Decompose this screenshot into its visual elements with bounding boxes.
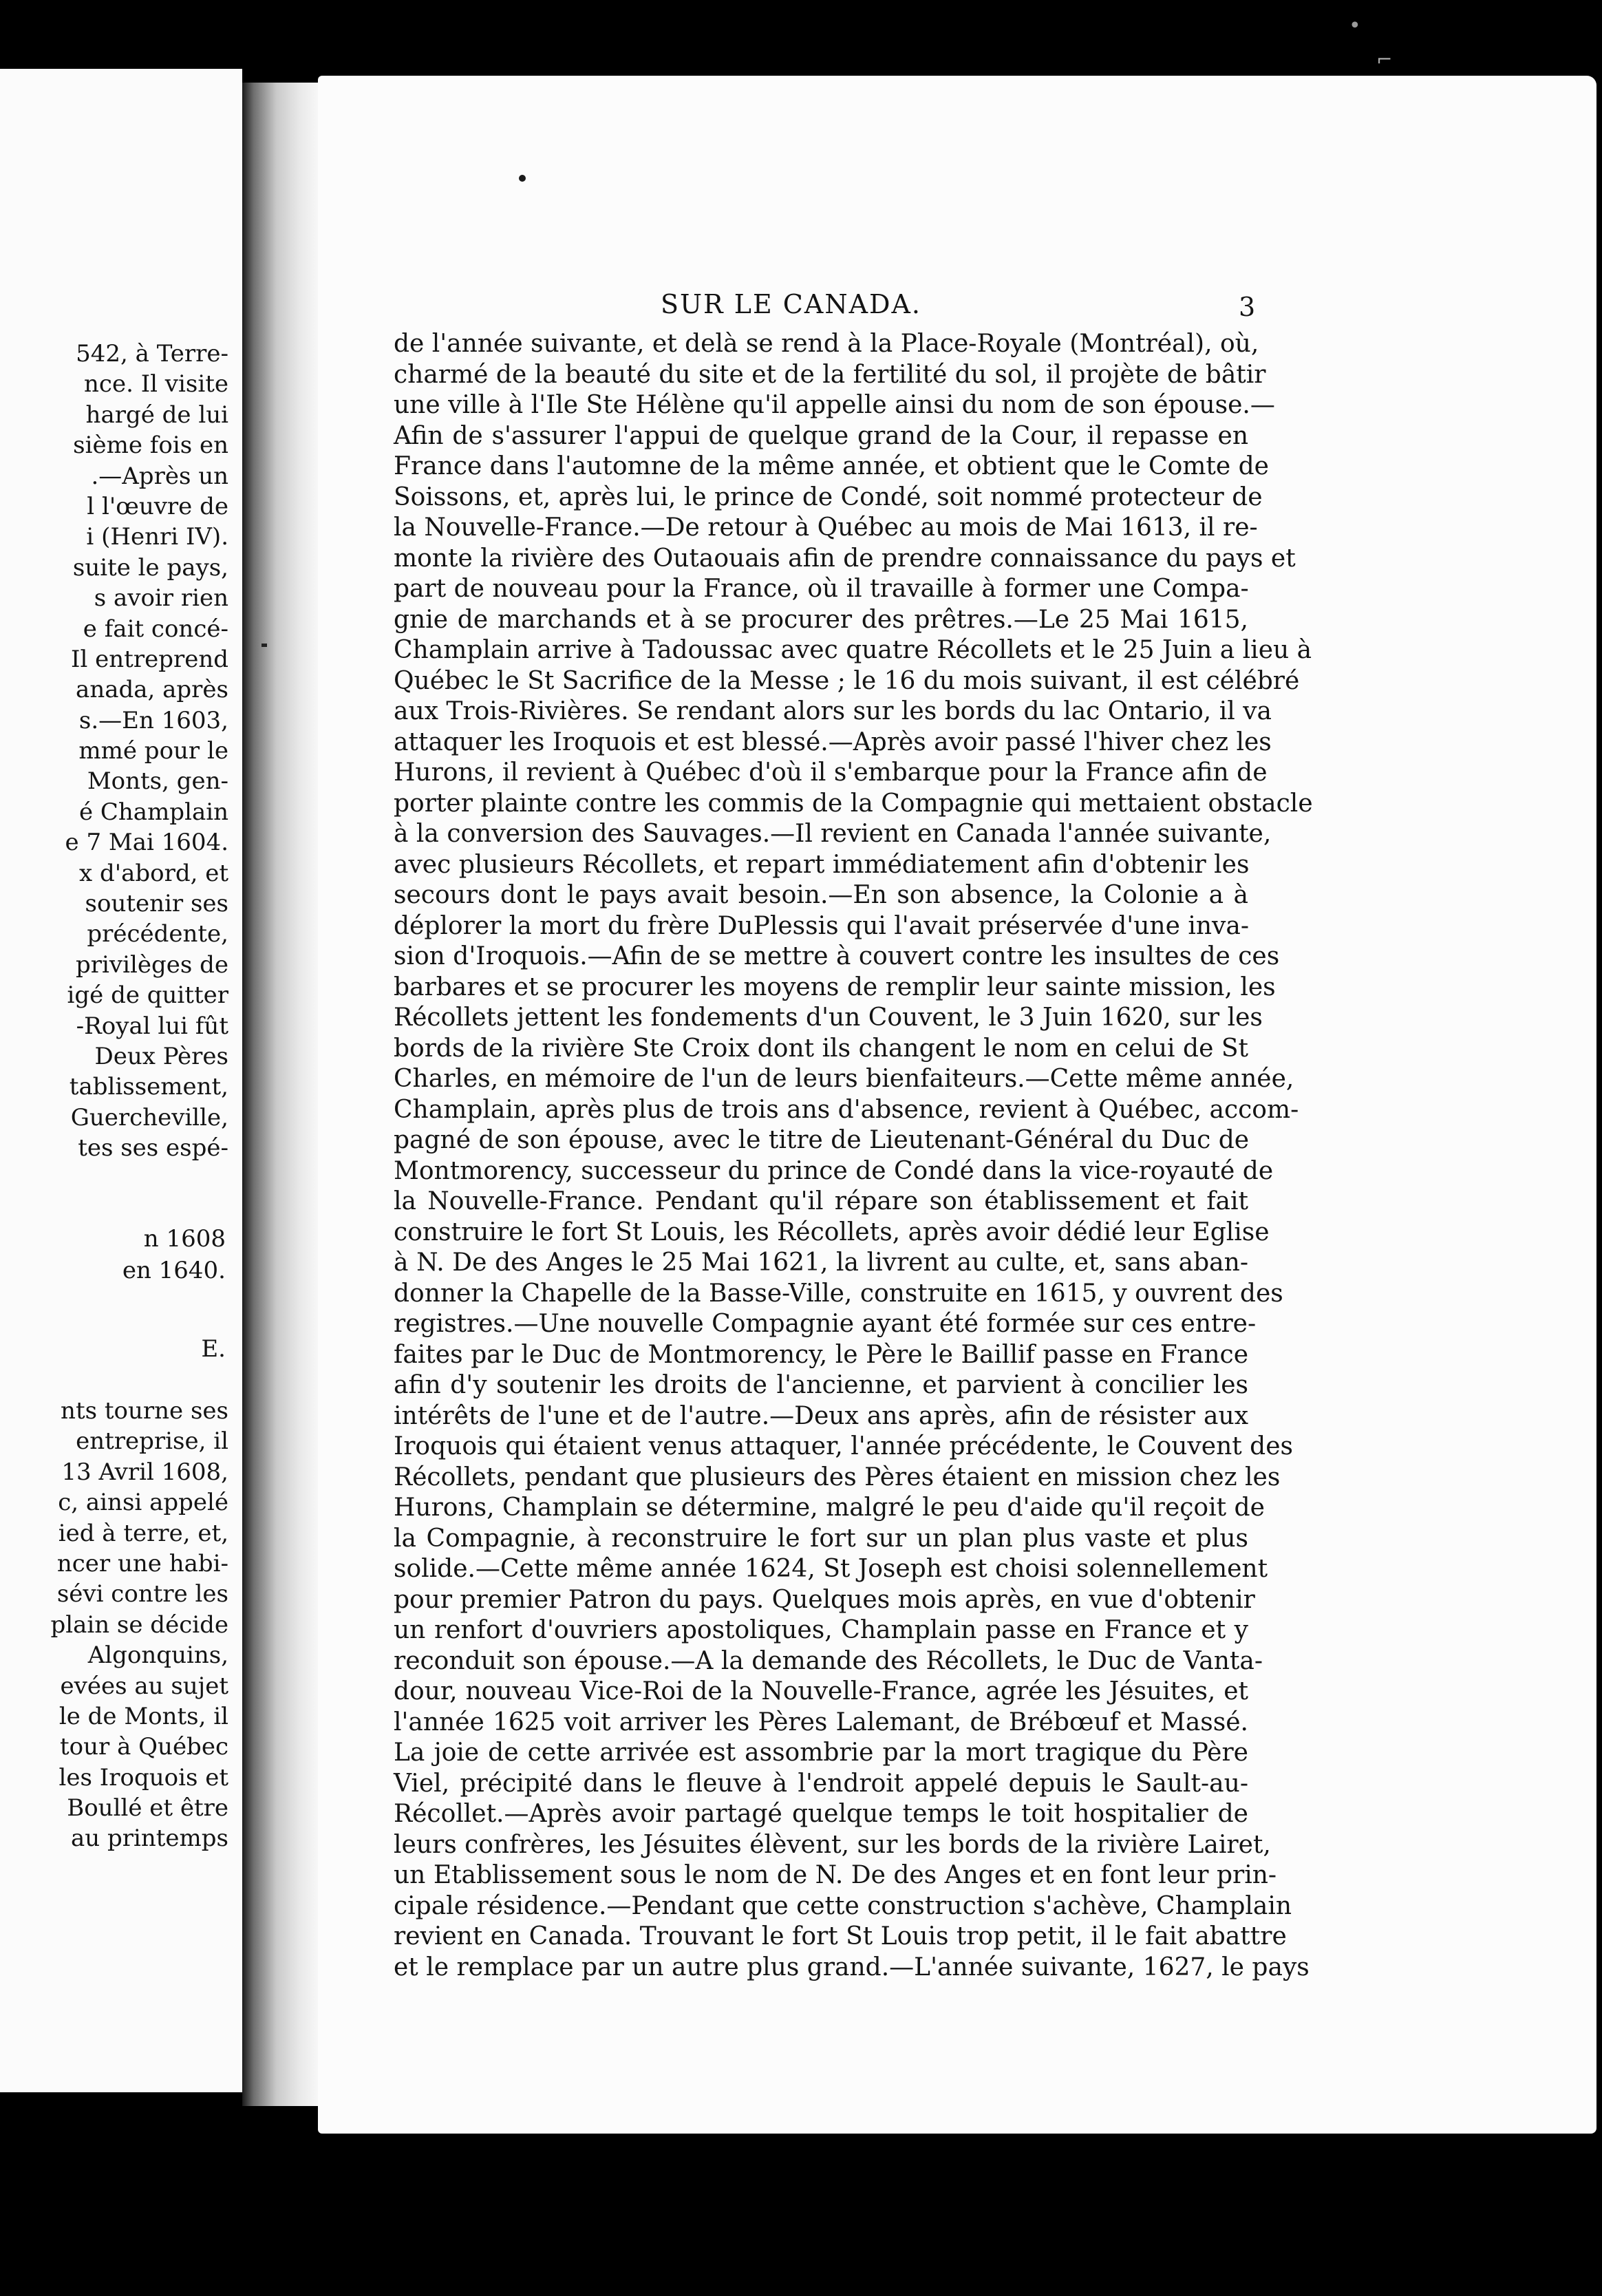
text-line: l'année 1625 voit arriver les Pères Lalemant, de Brébœuf et Massé. bbox=[394, 1708, 1248, 1736]
left-page-line: précédente, bbox=[87, 920, 228, 948]
left-page-line: l l'œuvre de bbox=[87, 492, 228, 520]
left-page-line: entreprise, il bbox=[76, 1427, 228, 1456]
left-page-line: anada, après bbox=[76, 676, 228, 704]
left-page-line: Deux Pères bbox=[94, 1042, 228, 1070]
text-line: construire le fort St Louis, les Récollets, après avoir dédié leur Eglise bbox=[394, 1218, 1270, 1246]
left-page-line: privilèges de bbox=[76, 950, 228, 979]
text-line: Montmorency, successeur du prince de Condé dans la vice-royauté de bbox=[394, 1156, 1274, 1185]
left-page-line: au printemps bbox=[70, 1825, 228, 1853]
text-line: monte la rivière des Outaouais afin de prendre connaissance du pays et bbox=[394, 544, 1296, 573]
left-page-line: s avoir rien bbox=[94, 584, 228, 613]
left-page-line: 542, à Terre- bbox=[76, 340, 228, 368]
text-line: avec plusieurs Récollets, et repart immédiatement afin d'obtenir les bbox=[394, 850, 1250, 879]
left-page-line: -Royal lui fût bbox=[76, 1012, 228, 1040]
left-page-line: Guercheville, bbox=[70, 1103, 228, 1131]
left-page-line: soutenir ses bbox=[85, 890, 228, 918]
text-line: Hurons, il revient à Québec d'où il s'embarque pour la France afin de bbox=[394, 758, 1268, 787]
text-line: pagné de son épouse, avec le titre de Lieutenant-Général du Duc de bbox=[394, 1126, 1250, 1154]
text-line: donner la Chapelle de la Basse-Ville, construite en 1615, y ouvrent des bbox=[394, 1279, 1283, 1308]
text-line: Récollets jettent les fondements d'un Couvent, le 3 Juin 1620, sur les bbox=[394, 1003, 1263, 1032]
left-page-line: ied à terre, et, bbox=[58, 1519, 228, 1547]
left-page-line: nce. Il visite bbox=[84, 370, 228, 398]
text-line: et le remplace par un autre plus grand.—L'année suivante, 1627, le pays bbox=[394, 1953, 1310, 1981]
left-page-line: sévi contre les bbox=[56, 1580, 228, 1608]
left-page-line: le de Monts, il bbox=[58, 1702, 228, 1730]
left-page bbox=[0, 69, 242, 2092]
text-line: Soissons, et, après lui, le prince de Condé, soit nommé protecteur de bbox=[394, 482, 1263, 511]
text-line: déplorer la mort du frère DuPlessis qui l'avait préservée d'une inva- bbox=[394, 911, 1249, 940]
book-gutter bbox=[242, 83, 318, 2106]
text-line: aux Trois-Rivières. Se rendant alors sur les bords du lac Ontario, il va bbox=[394, 697, 1272, 725]
text-line: un renfort d'ouvriers apostoliques, Champlain passe en France et y bbox=[394, 1616, 1248, 1644]
left-page-line: Il entreprend bbox=[71, 645, 228, 673]
scan-mark: ⌐ bbox=[1376, 48, 1393, 71]
left-page-line: i (Henri IV). bbox=[86, 523, 228, 551]
left-page-line: tour à Québec bbox=[60, 1733, 228, 1761]
text-line: France dans l'automne de la même année, et obtient que le Comte de bbox=[394, 452, 1269, 480]
text-line: secours dont le pays avait besoin.—En son absence, la Colonie a à bbox=[394, 881, 1248, 909]
left-page-heading-letter: E. bbox=[201, 1335, 226, 1363]
left-page-line: nts tourne ses bbox=[61, 1397, 228, 1425]
text-line: Viel, précipité dans le fleuve à l'endroit appelé depuis le Sault-au- bbox=[394, 1769, 1248, 1798]
left-page-line: 13 Avril 1608, bbox=[61, 1458, 228, 1486]
text-line: Récollet.—Après avoir partagé quelque temps le toit hospitalier de bbox=[394, 1800, 1248, 1828]
text-line: registres.—Une nouvelle Compagnie ayant été formée sur ces entre- bbox=[394, 1310, 1257, 1338]
left-page-line: .—Après un bbox=[91, 462, 228, 490]
left-page-text-bottom bbox=[0, 1396, 228, 1854]
text-line: Iroquois qui étaient venus attaquer, l'année précédente, le Couvent des bbox=[394, 1432, 1293, 1460]
text-line: leurs confrères, les Jésuites élèvent, sur les bords de la rivière Lairet, bbox=[394, 1830, 1271, 1859]
text-line: intérêts de l'une et de l'autre.—Deux ans après, afin de résister aux bbox=[394, 1401, 1248, 1430]
left-page-line: x d'abord, et bbox=[78, 859, 228, 887]
text-line: porter plainte contre les commis de la Compagnie qui mettaient obstacle bbox=[394, 789, 1313, 818]
text-line: barbares et se procurer les moyens de remplir leur sainte mission, les bbox=[394, 972, 1276, 1001]
text-line: la Compagnie, à reconstruire le fort sur un plan plus vaste et plus bbox=[394, 1524, 1248, 1553]
left-page-line: e fait concé- bbox=[83, 615, 228, 643]
left-page-heading bbox=[0, 1223, 226, 1286]
text-line: sion d'Iroquois.—Afin de se mettre à couvert contre les insultes de ces bbox=[394, 942, 1280, 970]
text-line: Champlain, après plus de trois ans d'absence, revient à Québec, accom- bbox=[394, 1095, 1299, 1124]
left-page-line: ncer une habi- bbox=[56, 1549, 228, 1577]
left-page-line: c, ainsi appelé bbox=[58, 1489, 228, 1517]
page-number: 3 bbox=[1239, 292, 1256, 322]
left-page-line: suite le pays, bbox=[72, 553, 228, 582]
left-heading-line: n 1608 bbox=[143, 1225, 226, 1253]
left-page-line: Algonquins, bbox=[87, 1641, 228, 1670]
text-line: à N. De des Anges le 25 Mai 1621, la livrent au culte, et, sans aban- bbox=[394, 1248, 1248, 1277]
page-speck bbox=[519, 175, 526, 182]
left-page-text-top bbox=[0, 339, 228, 1164]
left-page-line: hargé de lui bbox=[85, 401, 228, 429]
left-page-line: e 7 Mai 1604. bbox=[65, 829, 228, 857]
left-page-line: plain se décide bbox=[50, 1611, 228, 1639]
left-page-line: evées au sujet bbox=[60, 1672, 228, 1700]
left-page-line: s.—En 1603, bbox=[78, 706, 228, 734]
text-line: un Etablissement sous le nom de N. De des Anges et en font leur prin- bbox=[394, 1861, 1277, 1889]
text-line: une ville à l'Ile Ste Hélène qu'il appelle ainsi du nom de son épouse.— bbox=[394, 391, 1275, 419]
text-line: revient en Canada. Trouvant le fort St Louis trop petit, il le fait abattre bbox=[394, 1922, 1287, 1950]
text-line: Champlain arrive à Tadoussac avec quatre Récollets et le 25 Juin a lieu à bbox=[394, 636, 1312, 664]
text-line: bords de la rivière Ste Croix dont ils changent le nom en celui de St bbox=[394, 1034, 1248, 1063]
running-head: SUR LE CANADA. bbox=[661, 289, 921, 319]
left-page-line: igé de quitter bbox=[67, 981, 228, 1010]
text-line: reconduit son épouse.—A la demande des Récollets, le Duc de Vanta- bbox=[394, 1646, 1263, 1675]
text-line: Québec le St Sacrifice de la Messe ; le 16 du mois suivant, il est célébré bbox=[394, 666, 1300, 695]
text-line: la Nouvelle-France. Pendant qu'il répare son établissement et fait bbox=[394, 1187, 1248, 1215]
text-line: Récollets, pendant que plusieurs des Pères étaient en mission chez les bbox=[394, 1463, 1281, 1491]
left-page-line: mmé pour le bbox=[78, 737, 228, 765]
text-line: solide.—Cette même année 1624, St Joseph est choisi solennellement bbox=[394, 1555, 1268, 1583]
left-heading-line: en 1640. bbox=[122, 1257, 226, 1284]
scan-mark: • bbox=[1349, 14, 1361, 38]
text-line: Afin de s'assurer l'appui de quelque grand de la Cour, il repasse en bbox=[394, 421, 1248, 450]
left-page-line: les Iroquois et bbox=[58, 1763, 228, 1792]
left-page-line: tes ses espé- bbox=[78, 1134, 228, 1162]
text-line: Charles, en mémoire de l'un de leurs bienfaiteurs.—Cette même année, bbox=[394, 1065, 1294, 1093]
text-line: attaquer les Iroquois et est blessé.—Après avoir passé l'hiver chez les bbox=[394, 727, 1272, 756]
body-text bbox=[394, 329, 1313, 1983]
left-page-line: Monts, gen- bbox=[87, 767, 228, 796]
text-line: la Nouvelle-France.—De retour à Québec au mois de Mai 1613, il re- bbox=[394, 513, 1258, 542]
left-page-line: Boullé et être bbox=[67, 1794, 228, 1822]
text-line: à la conversion des Sauvages.—Il revient en Canada l'année suivante, bbox=[394, 820, 1272, 848]
text-line: La joie de cette arrivée est assombrie par la mort tragique du Père bbox=[394, 1739, 1248, 1767]
text-line: afin d'y soutenir les droits de l'ancienne, et parvient à concilier les bbox=[394, 1371, 1248, 1399]
text-line: faites par le Duc de Montmorency, le Père le Baillif passe en France bbox=[394, 1340, 1248, 1369]
text-line: de l'année suivante, et delà se rend à la Place-Royale (Montréal), où, bbox=[394, 330, 1259, 358]
text-line: charmé de la beauté du site et de la fertilité du sol, il projète de bâtir bbox=[394, 360, 1266, 389]
text-line: pour premier Patron du pays. Quelques mois après, en vue d'obtenir bbox=[394, 1585, 1255, 1614]
text-line: part de nouveau pour la France, où il travaille à former une Compa- bbox=[394, 575, 1249, 603]
margin-mark bbox=[261, 644, 267, 647]
text-line: gnie de marchands et à se procurer des prêtres.—Le 25 Mai 1615, bbox=[394, 605, 1248, 634]
text-line: dour, nouveau Vice-Roi de la Nouvelle-France, agrée les Jésuites, et bbox=[394, 1677, 1248, 1705]
left-page-line: sième fois en bbox=[73, 432, 228, 460]
text-line: Hurons, Champlain se détermine, malgré le peu d'aide qu'il reçoit de bbox=[394, 1494, 1265, 1522]
left-page-line: tablissement, bbox=[69, 1073, 228, 1101]
text-line: cipale résidence.—Pendant que cette construction s'achève, Champlain bbox=[394, 1891, 1292, 1920]
left-page-line: é Champlain bbox=[78, 798, 228, 826]
